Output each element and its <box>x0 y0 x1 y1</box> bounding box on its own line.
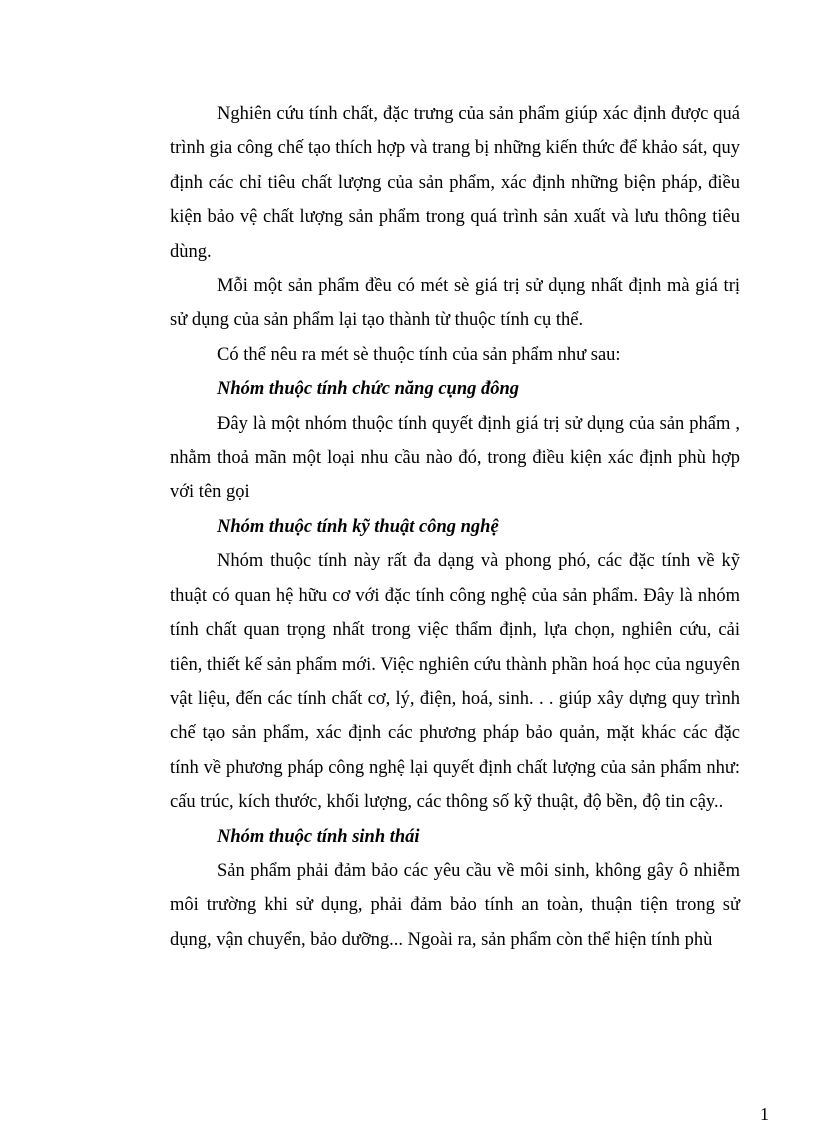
body-paragraph: Nghiên cứu tính chất, đặc trưng của sản phẩm giúp xác định được quá trình gia công chế tạo thích hợp và trang bị những kiến thức để khảo sát, quy định các chỉ tiêu chất lượng của sản phẩm, xác định những biện pháp, điều kiện bảo vệ chất lượng sản phẩm trong quá trình sản xuất và lưu thông tiêu dùng. <box>170 104 740 262</box>
body-paragraph: Mỗi một sản phẩm đều có mét sè giá trị sử dụng nhất định mà giá trị sử dụng của sản phẩm lại tạo thành từ thuộc tính cụ thể. <box>170 276 740 331</box>
section-heading-functional: Nhóm thuộc tính chức năng cụng đông <box>217 379 520 400</box>
page-number: 1 <box>760 1104 769 1124</box>
section-heading-ecological: Nhóm thuộc tính sinh thái <box>217 826 420 847</box>
section-heading-technical: Nhóm thuộc tính kỹ thuật công nghệ <box>217 516 499 537</box>
body-paragraph: Sản phẩm phải đảm bảo các yêu cầu về môi sinh, không gây ô nhiễm môi trường khi sử dụng, phải đảm bảo tính an toàn, thuận tiện trong sử dụng, vận chuyển, bảo dưỡng... Ngoài ra, sản phẩm còn thể hiện tính phù <box>170 860 740 950</box>
body-paragraph: Nhóm thuộc tính này rất đa dạng và phong phó, các đặc tính về kỹ thuật có quan hệ hữu cơ với đặc tính công nghệ của sản phẩm. Đây là nhóm tính chất quan trọng nhất trong việc thẩm định, lựa chọn, nghiên cứu, cải tiên, thiết kế sản phẩm mới. Việc nghiên cứu thành phần hoá học của nguyên vật liệu, đến các tính chất cơ, lý, điện, hoá, sinh. . . giúp xây dựng quy trình chế tạo sản phẩm, xác định các phương pháp bảo quản, mặt khác các đặc tính về phương pháp công nghệ lại quyết định chất lượng của sản phẩm như: cấu trúc, kích thước, khối lượng, các thông số kỹ thuật, độ bền, độ tin cậy.. <box>170 551 740 813</box>
body-paragraph: Có thể nêu ra mét sè thuộc tính của sản phẩm như sau: <box>217 344 621 365</box>
body-paragraph: Đây là một nhóm thuộc tính quyết định giá trị sử dụng của sản phẩm , nhằm thoả mãn một loại nhu cầu nào đó, trong điều kiện xác định phù hợp với tên gọi <box>170 413 740 503</box>
document-page <box>170 97 740 957</box>
